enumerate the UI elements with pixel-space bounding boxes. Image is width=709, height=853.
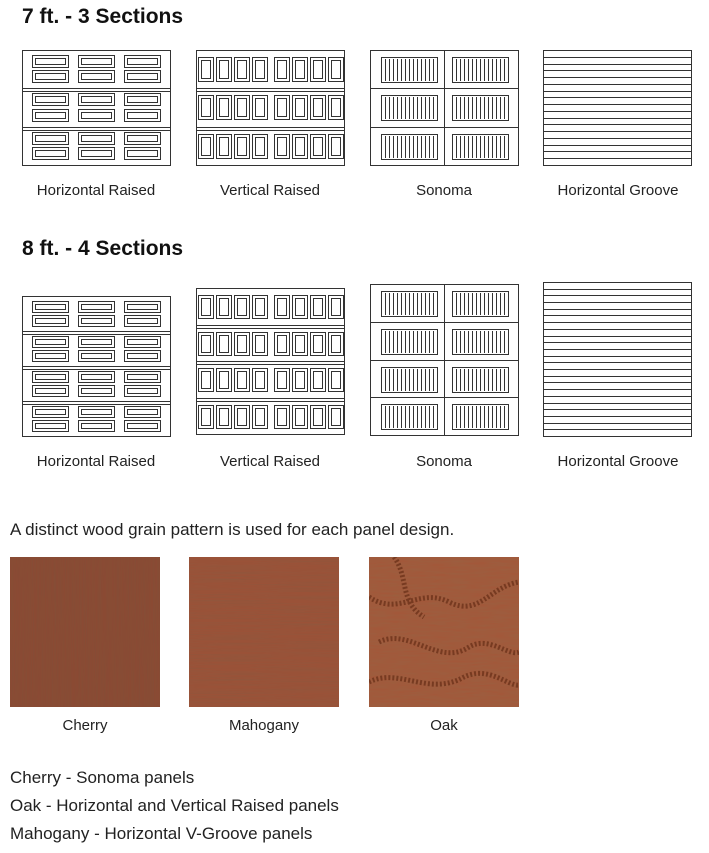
door-drawing — [196, 288, 345, 435]
raised-panel-inner — [256, 99, 265, 117]
raised-panel — [253, 135, 268, 159]
raised-panel-inner — [314, 372, 323, 389]
raised-panel-inner — [296, 299, 305, 316]
raised-panel-inner — [202, 61, 211, 79]
raised-panel — [79, 56, 115, 68]
raised-panel-inner — [256, 299, 265, 316]
raised-panel — [293, 58, 308, 82]
raised-panel — [329, 58, 344, 82]
raised-panel-inner — [278, 409, 287, 426]
raised-panel — [33, 133, 69, 145]
raised-panel-inner — [82, 305, 112, 310]
raised-panel-inner — [238, 372, 247, 389]
raised-panel-inner — [256, 409, 265, 426]
raised-panel-inner — [82, 389, 112, 394]
raised-panel-inner — [202, 299, 211, 316]
raised-panel-inner — [82, 410, 112, 415]
door-7ft-sonoma — [370, 50, 519, 166]
raised-panel-inner — [36, 375, 66, 380]
raised-panel-inner — [332, 61, 341, 79]
raised-panel-inner — [332, 299, 341, 316]
raised-panel-inner — [36, 389, 66, 394]
raised-panel-inner — [128, 113, 158, 119]
door-drawing — [543, 50, 692, 166]
door-8ft-horizontal-raised — [22, 296, 171, 437]
raised-panel-inner — [296, 99, 305, 117]
raised-panel — [79, 302, 115, 313]
raised-panel — [79, 337, 115, 348]
raised-panel — [79, 386, 115, 397]
mahogany-swatch — [189, 557, 339, 707]
raised-panel-inner — [278, 61, 287, 79]
raised-panel — [125, 56, 161, 68]
raised-panel — [125, 386, 161, 397]
raised-panel-inner — [128, 97, 158, 103]
raised-panel — [235, 58, 250, 82]
door-drawing — [543, 282, 692, 437]
raised-panel — [33, 110, 69, 122]
raised-panel-inner — [296, 372, 305, 389]
caption-8ft-sonoma: Sonoma — [416, 453, 472, 470]
raised-panel-inner — [202, 372, 211, 389]
raised-panel-inner — [256, 336, 265, 353]
raised-panel — [79, 351, 115, 362]
oak-swatch — [369, 557, 519, 707]
raised-panel — [125, 133, 161, 145]
raised-panel-inner — [314, 409, 323, 426]
raised-panel-inner — [36, 340, 66, 345]
raised-panel-inner — [128, 375, 158, 380]
raised-panel — [275, 58, 290, 82]
raised-panel-inner — [82, 97, 112, 103]
raised-panel — [33, 421, 69, 432]
door-frame — [544, 283, 692, 437]
raised-panel-inner — [332, 138, 341, 156]
raised-panel — [125, 337, 161, 348]
raised-panel — [235, 135, 250, 159]
raised-panel-inner — [82, 136, 112, 142]
raised-panel — [33, 337, 69, 348]
raised-panel-inner — [296, 138, 305, 156]
raised-panel-inner — [296, 336, 305, 353]
raised-panel — [311, 58, 326, 82]
raised-panel-inner — [238, 99, 247, 117]
raised-panel — [79, 71, 115, 83]
raised-panel-inner — [256, 61, 265, 79]
raised-panel — [33, 316, 69, 327]
caption-7ft-horizontal-groove: Horizontal Groove — [557, 182, 679, 199]
note-cherry: Cherry - Sonoma panels — [10, 768, 195, 787]
raised-panel-inner — [36, 113, 66, 119]
door-7ft-vertical-raised — [196, 50, 345, 166]
raised-panel-inner — [36, 354, 66, 359]
raised-panel — [125, 302, 161, 313]
caption-7ft-horizontal-raised: Horizontal Raised — [36, 182, 156, 199]
raised-panel — [79, 421, 115, 432]
raised-panel-inner — [128, 74, 158, 80]
raised-panel-inner — [82, 424, 112, 429]
raised-panel-inner — [332, 336, 341, 353]
raised-panel-inner — [128, 136, 158, 142]
raised-panel-inner — [128, 354, 158, 359]
raised-panel-inner — [202, 138, 211, 156]
raised-panel — [79, 133, 115, 145]
woodgrain-intro: A distinct wood grain pattern is used for each panel design. — [10, 520, 455, 539]
raised-panel-inner — [82, 74, 112, 80]
raised-panel — [275, 96, 290, 120]
raised-panel — [253, 58, 268, 82]
raised-panel — [33, 71, 69, 83]
door-drawing — [370, 284, 519, 436]
raised-panel — [79, 407, 115, 418]
raised-panel-inner — [314, 99, 323, 117]
raised-panel — [311, 135, 326, 159]
raised-panel-inner — [36, 97, 66, 103]
raised-panel-inner — [220, 372, 229, 389]
raised-panel — [329, 135, 344, 159]
raised-panel — [125, 351, 161, 362]
door-frame — [544, 51, 692, 166]
raised-panel — [79, 316, 115, 327]
raised-panel — [199, 96, 214, 120]
raised-panel-inner — [220, 299, 229, 316]
raised-panel-inner — [238, 336, 247, 353]
raised-panel — [125, 148, 161, 160]
raised-panel — [33, 94, 69, 106]
raised-panel — [125, 372, 161, 383]
raised-panel-inner — [238, 138, 247, 156]
caption-8ft-horizontal-raised: Horizontal Raised — [36, 453, 156, 470]
raised-panel-inner — [36, 136, 66, 142]
raised-panel — [293, 96, 308, 120]
raised-panel-inner — [128, 305, 158, 310]
note-mahogany: Mahogany - Horizontal V-Groove panels — [10, 824, 313, 843]
raised-panel-inner — [82, 113, 112, 119]
raised-panel-inner — [36, 424, 66, 429]
raised-panel-inner — [314, 336, 323, 353]
caption-7ft-vertical-raised: Vertical Raised — [219, 182, 321, 199]
raised-panel — [125, 94, 161, 106]
raised-panel-inner — [220, 61, 229, 79]
door-drawing — [22, 296, 171, 437]
raised-panel-inner — [36, 305, 66, 310]
oak-label: Oak — [430, 717, 458, 734]
raised-panel-inner — [314, 138, 323, 156]
raised-panel — [125, 110, 161, 122]
raised-panel-inner — [296, 61, 305, 79]
raised-panel — [33, 148, 69, 160]
raised-panel-inner — [128, 151, 158, 157]
raised-panel-inner — [82, 375, 112, 380]
raised-panel — [33, 351, 69, 362]
raised-panel-inner — [332, 409, 341, 426]
raised-panel-inner — [82, 151, 112, 157]
raised-panel-inner — [128, 59, 158, 65]
raised-panel-inner — [220, 409, 229, 426]
raised-panel — [275, 135, 290, 159]
raised-panel-inner — [82, 340, 112, 345]
raised-panel — [199, 58, 214, 82]
raised-panel — [33, 56, 69, 68]
door-8ft-vertical-raised — [196, 288, 345, 435]
door-8ft-horizontal-groove — [543, 282, 692, 437]
raised-panel-inner — [220, 336, 229, 353]
raised-panel-inner — [202, 409, 211, 426]
raised-panel-inner — [296, 409, 305, 426]
raised-panel — [217, 58, 232, 82]
raised-panel-inner — [202, 336, 211, 353]
raised-panel — [125, 71, 161, 83]
caption-7ft-sonoma: Sonoma — [416, 182, 472, 199]
raised-panel — [235, 96, 250, 120]
raised-panel-inner — [332, 372, 341, 389]
raised-panel — [311, 96, 326, 120]
raised-panel — [217, 96, 232, 120]
raised-panel-inner — [256, 372, 265, 389]
raised-panel — [33, 386, 69, 397]
raised-panel-inner — [238, 299, 247, 316]
raised-panel-inner — [220, 99, 229, 117]
raised-panel-inner — [314, 299, 323, 316]
raised-panel — [217, 135, 232, 159]
raised-panel-inner — [278, 372, 287, 389]
raised-panel — [79, 94, 115, 106]
raised-panel-inner — [128, 389, 158, 394]
raised-panel — [79, 372, 115, 383]
door-8ft-sonoma — [370, 284, 519, 436]
raised-panel-inner — [128, 340, 158, 345]
raised-panel-inner — [238, 409, 247, 426]
raised-panel-inner — [256, 138, 265, 156]
raised-panel-inner — [332, 99, 341, 117]
raised-panel-inner — [238, 61, 247, 79]
raised-panel-inner — [82, 319, 112, 324]
caption-8ft-vertical-raised: Vertical Raised — [219, 453, 321, 470]
section-8ft-title: 8 ft. - 4 Sections — [22, 237, 184, 260]
raised-panel-inner — [36, 410, 66, 415]
raised-panel — [33, 407, 69, 418]
mahogany-label: Mahogany — [228, 717, 300, 734]
cherry-swatch — [10, 557, 160, 707]
raised-panel-inner — [36, 319, 66, 324]
note-oak: Oak - Horizontal and Vertical Raised panels — [10, 796, 339, 815]
section-7ft-title: 7 ft. - 3 Sections — [22, 5, 184, 28]
raised-panel — [125, 316, 161, 327]
raised-panel — [293, 135, 308, 159]
raised-panel — [79, 110, 115, 122]
raised-panel-inner — [128, 410, 158, 415]
raised-panel-inner — [36, 151, 66, 157]
raised-panel-inner — [82, 354, 112, 359]
raised-panel-inner — [202, 99, 211, 117]
raised-panel-inner — [278, 299, 287, 316]
door-7ft-horizontal-raised — [22, 50, 171, 166]
raised-panel-inner — [278, 99, 287, 117]
raised-panel — [33, 372, 69, 383]
raised-panel — [199, 135, 214, 159]
raised-panel-inner — [278, 138, 287, 156]
raised-panel — [125, 407, 161, 418]
raised-panel-inner — [36, 74, 66, 80]
door-7ft-horizontal-groove — [543, 50, 692, 166]
raised-panel-inner — [128, 319, 158, 324]
raised-panel — [253, 96, 268, 120]
raised-panel — [79, 148, 115, 160]
raised-panel-inner — [36, 59, 66, 65]
raised-panel — [329, 96, 344, 120]
door-drawing — [370, 50, 519, 166]
raised-panel — [33, 302, 69, 313]
cherry-label: Cherry — [62, 717, 108, 734]
door-drawing — [22, 50, 171, 166]
raised-panel-inner — [82, 59, 112, 65]
door-drawing — [196, 50, 345, 166]
raised-panel-inner — [278, 336, 287, 353]
caption-8ft-horizontal-groove: Horizontal Groove — [557, 453, 679, 470]
raised-panel-inner — [314, 61, 323, 79]
raised-panel-inner — [220, 138, 229, 156]
raised-panel — [125, 421, 161, 432]
raised-panel-inner — [128, 424, 158, 429]
